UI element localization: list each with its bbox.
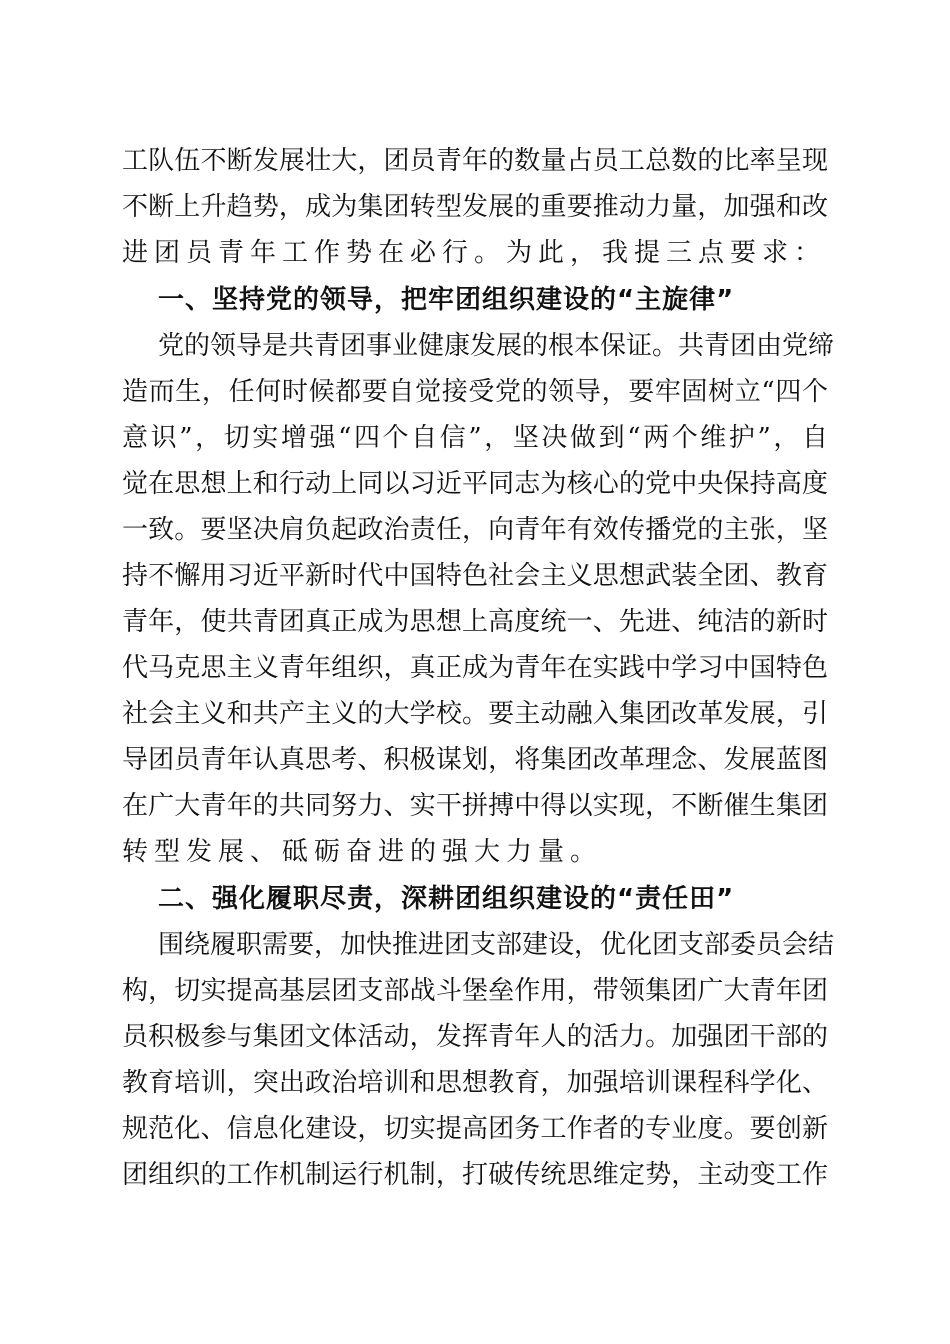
paragraph-line: 社会主义和共产主义的大学校。要主动融入集团改革发展，引 [122, 699, 828, 729]
paragraph-line: 教育培训，突出政治培训和思想教育，加强培训课程科学化、 [122, 1068, 828, 1098]
section-heading-1: 一、坚持党的领导，把牢团组织建设的“主旋律” [158, 285, 735, 315]
paragraph-line: 工队伍不断发展壮大，团员青年的数量占员工总数的比率呈现 [122, 146, 828, 176]
paragraph-line: 进团员青年工作势在必行。为此，我提三点要求： [122, 238, 827, 268]
paragraph-line: 代马克思主义青年组织，真正成为青年在实践中学习中国特色 [122, 653, 828, 683]
paragraph-line: 构，切实提高基层团支部战斗堡垒作用，带领集团广大青年团 [122, 976, 828, 1006]
paragraph-line: 党的领导是共青团事业健康发展的根本保证。共青团由党缔 [158, 331, 835, 361]
paragraph-line: 一致。要坚决肩负起政治责任，向青年有效传播党的主张，坚 [122, 515, 828, 545]
paragraph-line: 转型发展、砥砺奋进的强大力量。 [122, 837, 603, 867]
paragraph-line: 规范化、信息化建设，切实提高团务工作者的专业度。要创新 [122, 1114, 828, 1144]
paragraph-line: 持不懈用习近平新时代中国特色社会主义思想武装全团、教育 [122, 561, 828, 591]
section-heading-2: 二、强化履职尽责，深耕团组织建设的“责任田” [158, 884, 735, 914]
paragraph-line: 团组织的工作机制运行机制，打破传统思维定势，主动变工作 [122, 1160, 828, 1190]
paragraph-line: 不断上升趋势，成为集团转型发展的重要推动力量，加强和改 [122, 192, 828, 222]
paragraph-line: 员积极参与集团文体活动，发挥青年人的活力。加强团干部的 [122, 1022, 828, 1052]
paragraph-line: 意识”，切实增强“四个自信”，坚决做到“两个维护”，自 [122, 423, 828, 453]
paragraph-line: 导团员青年认真思考、积极谋划，将集团改革理念、发展蓝图 [122, 745, 828, 775]
paragraph-line: 造而生，任何时候都要自觉接受党的领导，要牢固树立“四个 [122, 377, 828, 407]
paragraph-line: 青年，使共青团真正成为思想上高度统一、先进、纯洁的新时 [122, 607, 828, 637]
paragraph-line: 在广大青年的共同努力、实干拼搏中得以实现，不断催生集团 [122, 791, 828, 821]
paragraph-line: 围绕履职需要，加快推进团支部建设，优化团支部委员会结 [158, 930, 835, 960]
paragraph-line: 觉在思想上和行动上同以习近平同志为核心的党中央保持高度 [122, 469, 828, 499]
